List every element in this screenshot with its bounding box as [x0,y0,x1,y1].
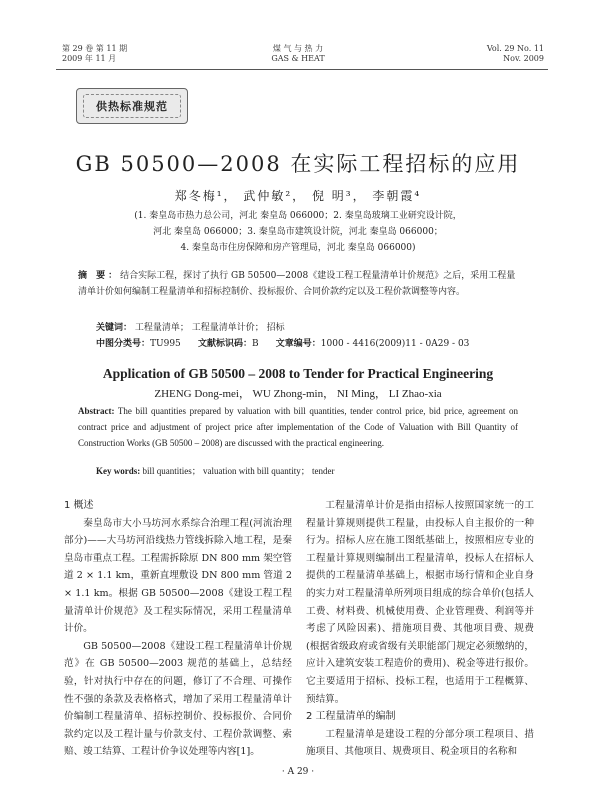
classification-line [96,336,536,352]
doc-code-label: 文献标识码： [197,339,252,349]
keywords-en [96,464,516,477]
volume-issue-en: Vol. 29 No. 11 [486,44,544,53]
doc-code: B [251,339,259,349]
abstract-en-text: The bill quantities prepared by valuation with bill quantities, tender control price, bid price, agreement on contract price and adjustment of project price after implementation of the Code of Valuation with Bill Quantity of Construction Works (GB 50500 – 2008) are discussed with the practical engineering. [78,406,518,448]
article-number-label: 文章编号： [275,339,321,349]
body-paragraph: 工程量清单计价是指由招标人按照国家统一的工程量计算规则提供工程量，由投标人自主报价的一种行为。招标人应在施工图纸基础上，按照相应专业的工程量计算规则编制出工程量清单，投标人在招标人提供的工程量清单基础上，根据市场行情和企业自身的实力对工程量清单所列项目组成的综合单价(包括人工费、材料费、机械使用费、企业管理费、利润等并考虑了风险因素)、措施项目费、其他项目费、规费(根据省级政府或省级有关职能部门规定必须缴纳的，应计入建筑安装工程造价的费用)、税金等进行报价。它主要适用于招标、投标工程，也适用于工程概算、预结算。 [306,500,534,705]
body-column-left [64,497,292,761]
abstract-cn-label: 摘 要： [78,271,121,281]
authors-en: ZHENG Dong-mei， WU Zhong-min， NI Ming， LI Zhao-xia [154,388,442,400]
affiliation-line: (1. 秦皇岛市热力总公司，河北 秦皇岛 066000；2. 秦皇岛玻璃工业研究设计院， [134,211,462,221]
issue-date-cn: 2009 年 11 月 [62,54,117,63]
keywords-cn [96,320,516,336]
section-badge-label: 供热标准规范 [83,94,181,118]
authors-cn: 郑冬梅¹， 武仲敏²， 倪 明³， 李朝霞⁴ [174,189,422,203]
section-badge [76,88,188,124]
clc-number: TU995 [150,339,181,349]
article-number: 1000 - 4416(2009)11 - 0A29 - 03 [320,339,470,349]
journal-name-en: GAS & HEAT [271,54,325,63]
journal-name-cn: 煤 气 与 热 力 [272,44,324,53]
paper-title-en: Application of GB 50500 – 2008 to Tender for Practical Engineering [102,366,494,381]
body-paragraph: GB 50500—2008《建设工程工程量清单计价规范》在 GB 50500—2003 规范的基础上，总结经验，针对执行中存在的问题，修订了不合理、可操作性不强的条款及表格格式，增加了采用工程量清单计价编制工程量清单、招标控制价、投标报价、合同价款约定以及工程计量与价款支付、工程价款调整、索赔、竣工结算、工程计价争议处理等内容[1]。 [64,640,292,758]
section-heading: 2 工程量清单的编制 [306,711,396,723]
keywords-cn-text: 工程量清单； 工程量清单计价； 招标 [134,323,285,333]
body-column-right [306,497,534,761]
clc-label: 中图分类号： [96,339,151,349]
body-paragraph: 工程量清单是建设工程的分部分项工程项目、措施项目、其他项目、规费项目、税金项目的名称和 [306,728,534,758]
issue-date-en: Nov. 2009 [503,54,544,63]
header-rule [56,69,548,70]
paper-title-cn: GB 50500—2008 在实际工程招标的应用 [75,152,521,176]
keywords-en-text: bill quantities； valuation with bill quantity； tender [142,466,335,476]
journal-volume-info-en [487,44,544,64]
body-paragraph: 秦皇岛市大小马坊河水系综合治理工程(河流治理部分)——大马坊河沿线热力管线拆除入地工程，是秦皇岛市重点工程。工程需拆除原 DN 800 mm 架空管道 2 × 1.1 km，重新直埋敷设 DN 800 mm 管道 2 × 1.1 km。根据 GB 50500—2008《建设工程工程量清单计价规范》及工程实际情况，采用工程量清单计价。 [64,517,292,635]
abstract-cn [78,268,518,300]
abstract-en-label: Abstract: [78,406,115,416]
affiliation-line: 河北 秦皇岛 066000；3. 秦皇岛市建筑设计院，河北 秦皇岛 066000； [153,227,443,237]
affiliations [100,208,496,256]
section-heading: 1 概述 [64,500,94,511]
keywords-en-label: Key words: [96,466,141,476]
volume-issue: 第 29 卷 第 11 期 [62,44,128,53]
affiliation-line: 4. 秦皇岛市住房保障和房产管理局，河北 秦皇岛 066000) [180,243,416,253]
abstract-cn-text: 结合实际工程，探讨了执行 GB 50500—2008《建设工程工程量清单计价规范》之后，采用工程量清单计价如何编制工程量清单和招标控制价、投标报价、合同价款约定以及工程价款调整等内容。 [78,271,516,297]
abstract-en [78,403,518,451]
keywords-cn-label: 关键词： [96,323,133,333]
page-number: · A 29 · [281,767,315,777]
